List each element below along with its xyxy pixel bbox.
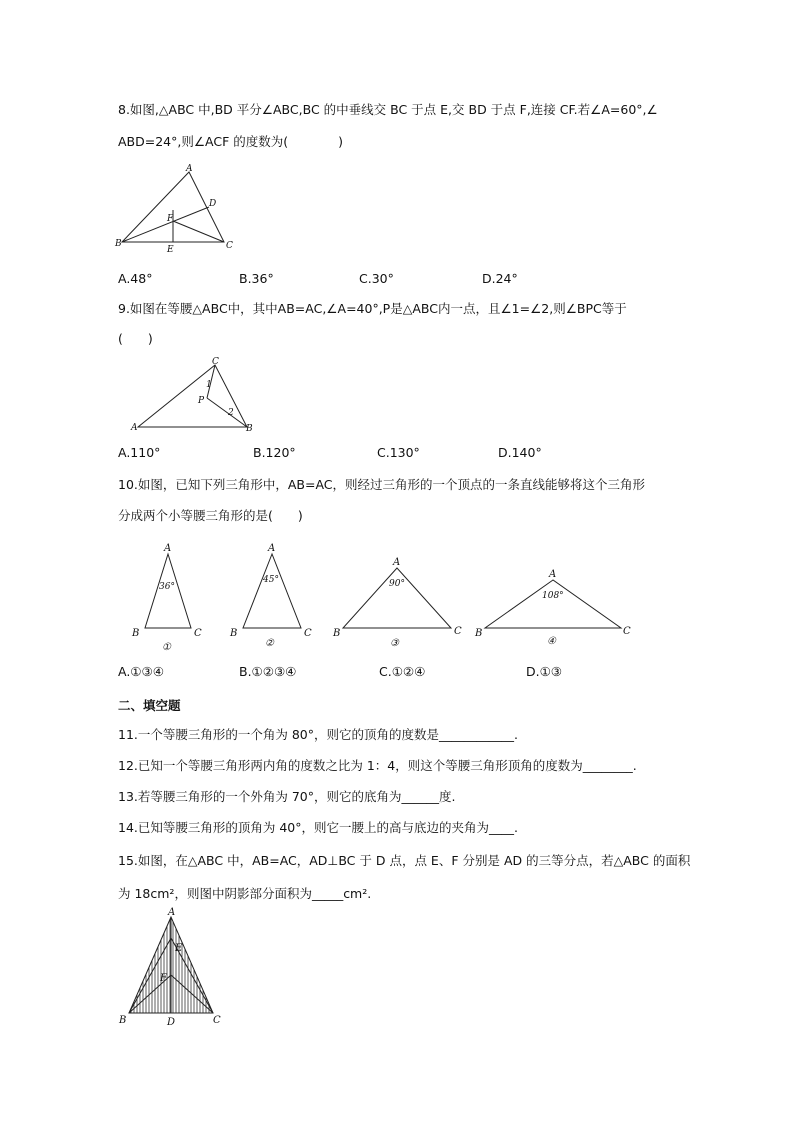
q8-bisector-bd bbox=[122, 207, 209, 242]
q12-text: 12.已知一个等腰三角形两内角的度数之比为 1：4，则这个等腰三角形顶角的度数为________. bbox=[118, 758, 637, 773]
q9-stem-line1: 9.如图在等腰△ABC中，其中AB=AC,∠A=40°,P是△ABC内一点，且∠1=∠2,则∠BPC等于 bbox=[118, 301, 627, 316]
q10-t1-angle: 36° bbox=[159, 582, 175, 592]
q10-t3-label-c: C bbox=[454, 626, 462, 637]
q9-option-c[interactable]: C.130° bbox=[377, 445, 420, 460]
q11-text: 11.一个等腰三角形的一个角为 80°，则它的顶角的度数是____________. bbox=[118, 727, 518, 742]
q8-label-f: F bbox=[167, 214, 174, 224]
q15-label-a: A bbox=[168, 907, 176, 918]
q9-figure bbox=[125, 355, 260, 435]
q10-t4-label-b: B bbox=[475, 628, 483, 639]
q10-triangle-4 bbox=[485, 580, 621, 628]
q10-t1-label-c: C bbox=[194, 628, 202, 639]
q9-option-b[interactable]: B.120° bbox=[253, 445, 296, 460]
q10-t3-marker: ③ bbox=[390, 638, 399, 649]
q8-label-c: C bbox=[226, 241, 233, 251]
q10-t1-label-b: B bbox=[132, 628, 140, 639]
q10-option-b[interactable]: B.①②③④ bbox=[239, 664, 297, 679]
q8-option-c[interactable]: C.30° bbox=[359, 271, 394, 286]
q8-option-d[interactable]: D.24° bbox=[482, 271, 518, 286]
q8-label-a: A bbox=[186, 164, 193, 174]
q10-t4-marker: ④ bbox=[547, 636, 556, 647]
q10-t4-angle: 108° bbox=[542, 591, 564, 601]
q15-label-c: C bbox=[213, 1015, 221, 1026]
q15-stem-line2: 为 18cm²，则图中阴影部分面积为_____cm². bbox=[118, 886, 372, 901]
q10-figure bbox=[125, 538, 645, 656]
q9-option-a[interactable]: A.110° bbox=[118, 445, 161, 460]
q9-label-p: P bbox=[198, 396, 205, 406]
q10-t3-angle: 90° bbox=[389, 579, 405, 589]
q15-label-b: B bbox=[119, 1015, 127, 1026]
q10-t3-label-a: A bbox=[393, 557, 401, 568]
q8-stem-line2: ABD=24°,则∠ACF 的度数为( ) bbox=[118, 134, 344, 149]
q8-label-b: B bbox=[115, 239, 122, 249]
q9-stem-line2: ( ) bbox=[118, 331, 153, 346]
q8-option-b[interactable]: B.36° bbox=[239, 271, 274, 286]
q10-option-a[interactable]: A.①③④ bbox=[118, 664, 164, 679]
q8-stem-line1: 8.如图,△ABC 中,BD 平分∠ABC,BC 的中垂线交 BC 于点 E,交 BD 于点 F,连接 CF.若∠A=60°,∠ bbox=[118, 102, 658, 117]
q10-option-d[interactable]: D.①③ bbox=[526, 664, 563, 679]
q10-t2-label-b: B bbox=[230, 628, 238, 639]
q9-label-b: B bbox=[246, 424, 253, 434]
q10-stem-line2: 分成两个小等腰三角形的是( ) bbox=[118, 508, 303, 523]
q9-label-1: 1 bbox=[206, 380, 212, 390]
q9-option-d[interactable]: D.140° bbox=[498, 445, 542, 460]
q8-option-a[interactable]: A.48° bbox=[118, 271, 153, 286]
q10-stem-line1: 10.如图，已知下列三角形中，AB=AC，则经过三角形的一个顶点的一条直线能够将这个三角形 bbox=[118, 477, 646, 492]
q9-segment-pb bbox=[207, 398, 247, 427]
q10-triangle-3 bbox=[343, 568, 451, 628]
q10-t2-label-a: A bbox=[268, 543, 276, 554]
q10-option-c[interactable]: C.①②④ bbox=[379, 664, 426, 679]
q8-figure bbox=[112, 160, 242, 255]
q10-t2-label-c: C bbox=[304, 628, 312, 639]
q9-label-2: 2 bbox=[228, 408, 234, 418]
q10-t4-label-c: C bbox=[623, 626, 631, 637]
q15-label-e: E bbox=[175, 943, 183, 954]
q14-text: 14.已知等腰三角形的顶角为 40°，则它一腰上的高与底边的夹角为____. bbox=[118, 820, 518, 835]
q9-label-a: A bbox=[131, 423, 138, 433]
q15-figure bbox=[112, 905, 230, 1027]
q15-label-f: F bbox=[160, 973, 167, 984]
q13-text: 13.若等腰三角形的一个外角为 70°，则它的底角为______度. bbox=[118, 789, 456, 804]
q10-t4-label-a: A bbox=[549, 569, 557, 580]
section-title: 二、填空题 bbox=[118, 698, 181, 713]
q8-label-d: D bbox=[209, 199, 217, 209]
q10-t2-angle: 45° bbox=[263, 575, 279, 585]
q8-segment-cf bbox=[173, 221, 224, 242]
q10-t1-marker: ① bbox=[162, 642, 171, 653]
q15-label-d: D bbox=[167, 1017, 176, 1027]
q10-triangle-2 bbox=[243, 554, 301, 628]
q10-t1-label-a: A bbox=[164, 543, 172, 554]
q9-label-c: C bbox=[212, 357, 219, 367]
q15-stem-line1: 15.如图，在△ABC 中，AB=AC，AD⊥BC 于 D 点，点 E、F 分别是 AD 的三等分点，若△ABC 的面积 bbox=[118, 853, 691, 868]
q10-t2-marker: ② bbox=[265, 638, 274, 649]
q10-t3-label-b: B bbox=[333, 628, 341, 639]
q8-label-e: E bbox=[167, 245, 174, 255]
